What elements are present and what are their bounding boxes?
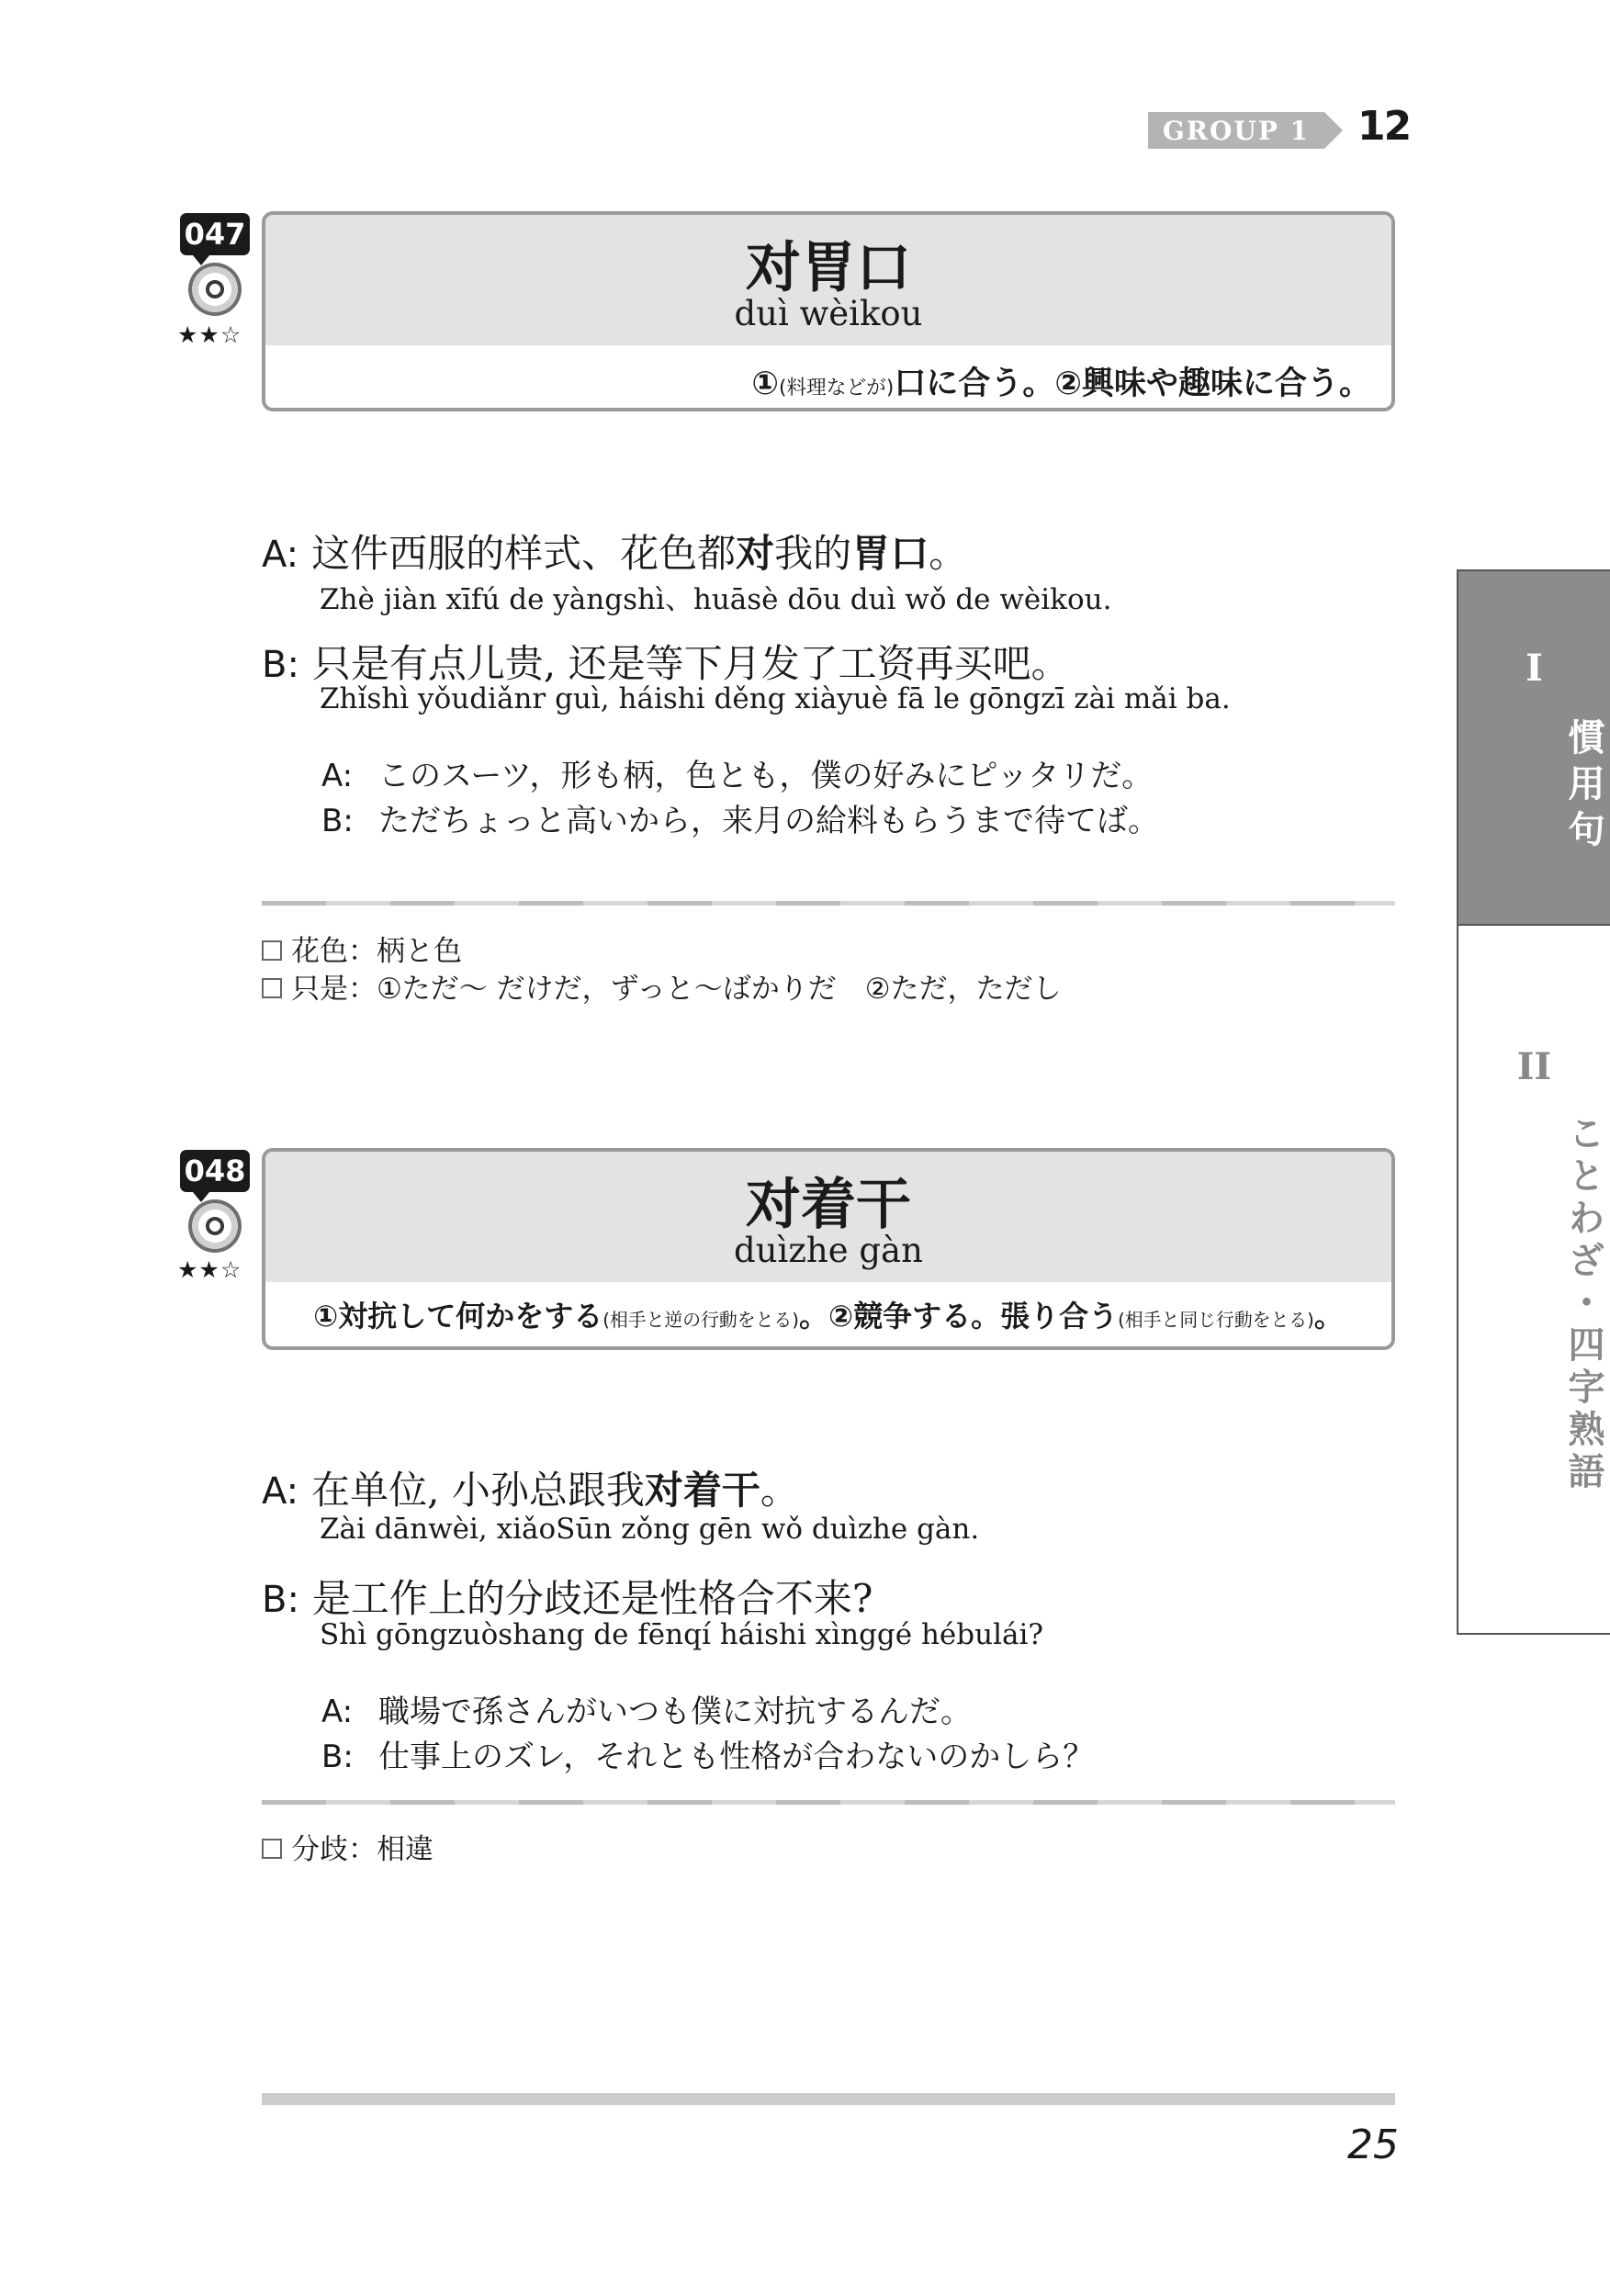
page-number: 25 bbox=[1347, 2122, 1399, 2168]
section-divider bbox=[262, 901, 1395, 906]
idiom-header-box bbox=[262, 211, 1395, 411]
definition-text: 口に合う。 bbox=[894, 366, 1055, 402]
translation-line-a bbox=[321, 1686, 972, 1731]
idiom-title-area bbox=[265, 1152, 1391, 1282]
vocab-meaning: 柄と色 bbox=[377, 935, 462, 968]
vocab-meaning: ①ただ～ だけだ，ずっと～ばかりだ ②ただ，ただし bbox=[377, 973, 1062, 1006]
translation-text: このスーツ，形も柄，色とも，僕の好みにピッタリだ。 bbox=[378, 758, 1154, 794]
dialogue-text: 在单位, 小孙总跟我 bbox=[311, 1468, 645, 1513]
difficulty-stars: ★★☆ bbox=[177, 1256, 242, 1283]
checkbox-icon bbox=[262, 978, 282, 998]
vocab-meaning: 相違 bbox=[377, 1833, 433, 1866]
idiom-definition bbox=[265, 1282, 1391, 1335]
idiom-word: 对胃口 bbox=[746, 236, 911, 300]
section-tab-idioms[interactable] bbox=[1457, 569, 1610, 926]
dialogue-line-a bbox=[262, 523, 967, 579]
translation-line-b bbox=[321, 1731, 1094, 1776]
dialogue-text: 。 bbox=[760, 1468, 799, 1513]
vocab-note bbox=[262, 1826, 433, 1867]
definition-mark: ① bbox=[751, 366, 779, 402]
vocab-separator: ： bbox=[348, 973, 377, 1006]
dialogue-pinyin-b: Zhǐshì yǒudiǎnr guì, háishi děng xiàyuè fā le gōngzī zài mǎi ba. bbox=[320, 682, 1231, 715]
translation-text: 職場で孫さんがいつも僕に対抗するんだ。 bbox=[378, 1694, 972, 1730]
idiom-title-area bbox=[265, 215, 1391, 345]
dialogue-line-b bbox=[262, 1569, 873, 1624]
speaker-label: A: bbox=[262, 1470, 299, 1513]
speaker-label: B: bbox=[262, 1579, 299, 1621]
highlighted-word: 对 bbox=[736, 531, 775, 576]
dialogue-text: 我的 bbox=[774, 531, 852, 576]
entry-number-badge: 047 bbox=[180, 213, 250, 255]
dialogue-line-b bbox=[262, 634, 1070, 689]
dialogue-pinyin-b: Shì gōngzuòshang de fēnqí háishi xìnggé hébulái? bbox=[320, 1618, 1044, 1651]
vocab-separator: ： bbox=[348, 935, 377, 968]
vocab-note bbox=[262, 965, 1062, 1007]
speaker-label: B: bbox=[321, 1739, 354, 1775]
checkbox-icon bbox=[262, 940, 282, 961]
dialogue-line-a bbox=[262, 1460, 799, 1515]
dialogue-text: 是工作上的分歧还是性格合不来? bbox=[311, 1576, 873, 1621]
translation-line-a bbox=[321, 750, 1153, 795]
group-arrow-icon bbox=[1324, 112, 1343, 149]
speaker-label: B: bbox=[262, 644, 299, 686]
definition-note: (料理などが) bbox=[778, 377, 895, 400]
dialogue-pinyin-a: Zhè jiàn xīfú de yàngshì、huāsè dōu duì wǒ de wèikou. bbox=[320, 583, 1112, 616]
definition-text: 対抗して何かをする bbox=[338, 1299, 603, 1334]
translation-line-b bbox=[321, 795, 1159, 840]
dialogue-text: 这件西服的样式、花色都 bbox=[311, 531, 737, 576]
group-number: 12 bbox=[1357, 103, 1411, 150]
speaker-label: A: bbox=[262, 534, 299, 576]
speaker-label: A: bbox=[321, 1694, 354, 1730]
vocab-term: 花色 bbox=[291, 935, 348, 968]
vocab-term: 只是 bbox=[291, 973, 348, 1006]
vocab-term: 分歧 bbox=[291, 1833, 348, 1866]
definition-text: 。 bbox=[798, 1299, 828, 1334]
definition-note: (相手と同じ行動をとる) bbox=[1118, 1310, 1314, 1331]
idiom-definition bbox=[265, 345, 1391, 404]
tab-label: ことわざ・四字熟語 bbox=[1562, 1114, 1604, 1494]
idiom-header-box bbox=[262, 1148, 1395, 1350]
idiom-word: 对着干 bbox=[746, 1173, 911, 1237]
definition-mark: ① bbox=[313, 1299, 339, 1334]
difficulty-stars: ★★☆ bbox=[177, 321, 242, 348]
definition-mark: ② bbox=[1054, 366, 1082, 402]
vocab-note bbox=[262, 928, 462, 969]
tab-roman-numeral: II bbox=[1516, 1045, 1552, 1088]
dialogue-pinyin-a: Zài dānwèi, xiǎoSūn zǒng gēn wǒ duìzhe gàn. bbox=[320, 1513, 980, 1546]
dialogue-text: 只是有点儿贵, 还是等下月发了工资再买吧。 bbox=[311, 641, 1070, 686]
audio-cd-icon[interactable] bbox=[188, 1199, 242, 1253]
group-label: GROUP 1 bbox=[1148, 112, 1324, 149]
definition-text: 競争する。張り合う bbox=[853, 1299, 1119, 1334]
vocab-separator: ： bbox=[348, 1833, 377, 1866]
definition-mark: ② bbox=[828, 1299, 854, 1334]
checkbox-icon bbox=[262, 1839, 282, 1859]
translation-text: 仕事上のズレ，それとも性格が合わないのかしら？ bbox=[378, 1739, 1095, 1775]
speaker-label: B: bbox=[321, 803, 354, 839]
idiom-pinyin: duì wèikou bbox=[734, 294, 923, 333]
translation-text: ただちょっと高いから，来月の給料もらうまで待てば。 bbox=[378, 803, 1159, 839]
dialogue-text: 。 bbox=[929, 531, 968, 576]
section-divider bbox=[262, 1800, 1395, 1805]
definition-note: (相手と逆の行動をとる) bbox=[602, 1310, 799, 1331]
definition-text: 。 bbox=[1313, 1299, 1344, 1334]
definition-text: 興味や趣味に合う。 bbox=[1081, 366, 1371, 402]
audio-cd-icon[interactable] bbox=[188, 263, 242, 316]
highlighted-word: 胃口 bbox=[851, 531, 929, 576]
footer-rule bbox=[262, 2093, 1395, 2105]
idiom-pinyin: duìzhe gàn bbox=[734, 1231, 923, 1270]
tab-label: 慣用句 bbox=[1562, 718, 1604, 856]
highlighted-word: 对着干 bbox=[644, 1468, 760, 1513]
section-tab-proverbs[interactable] bbox=[1457, 926, 1610, 1635]
entry-number-badge: 048 bbox=[180, 1150, 250, 1192]
tab-roman-numeral: I bbox=[1526, 647, 1543, 690]
speaker-label: A: bbox=[321, 758, 354, 794]
